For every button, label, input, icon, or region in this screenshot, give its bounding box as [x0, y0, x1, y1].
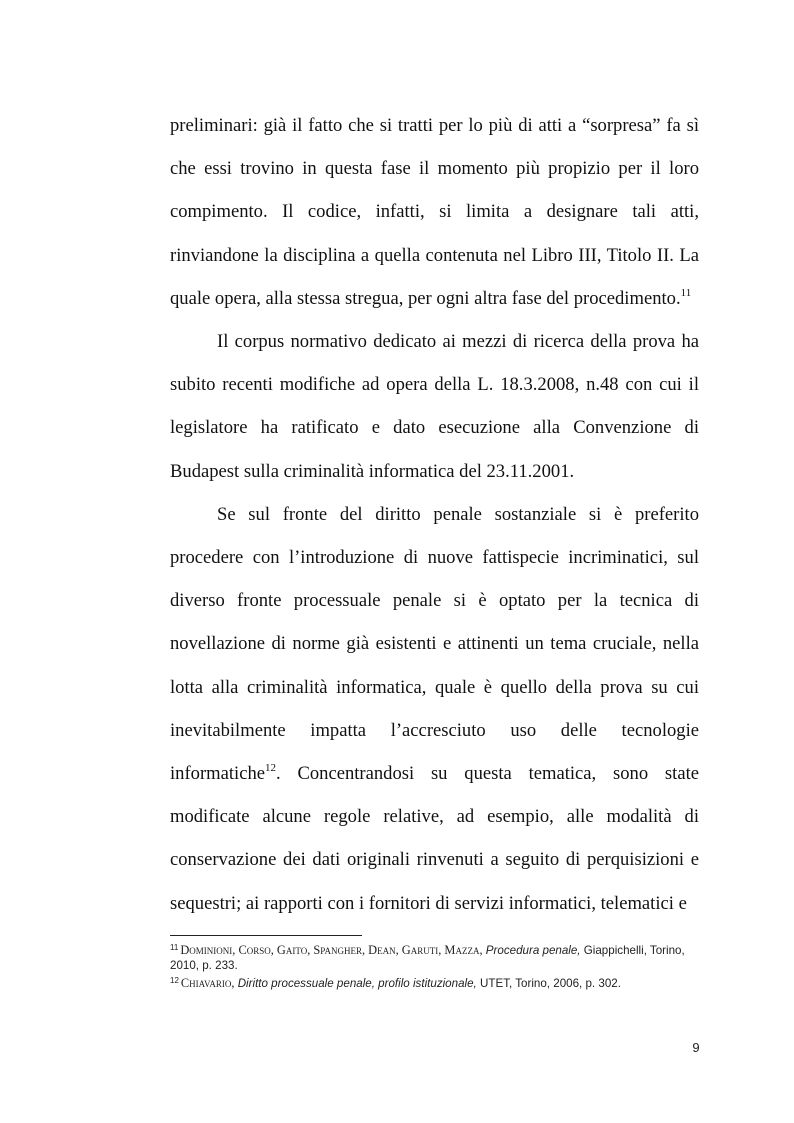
- footnote-number: 11: [170, 943, 179, 952]
- footnote-publisher: Giappichelli, Torino, 2010, p. 233.: [170, 944, 685, 972]
- footnote-separator: [170, 935, 362, 936]
- footnote-12: [170, 973, 710, 991]
- footnote-11: [170, 940, 710, 973]
- footnote-title: Diritto processuale penale, profilo istituzionale,: [237, 977, 477, 990]
- paragraph-2: [170, 320, 699, 493]
- page-number: 9: [692, 1040, 700, 1055]
- footnote-ref-11[interactable]: 11: [680, 286, 692, 299]
- footnote-authors: Chiavario,: [180, 976, 235, 990]
- footnote-authors: Dominioni, Corso, Gaito, Spangher, Dean, Garuti, Mazza,: [180, 943, 483, 957]
- footnote-number: 12: [170, 976, 179, 985]
- footnote-publisher: UTET, Torino, 2006, p. 302.: [480, 977, 621, 990]
- body-text: [170, 104, 699, 925]
- paragraph-3: [170, 493, 699, 925]
- footnotes: [170, 940, 710, 991]
- footnote-ref-12[interactable]: 12: [265, 762, 276, 775]
- paragraph-3-text-b: . Concentrandosi su questa tematica, sono state modificate alcune regole relative, ad esempio, alle modalità di conservazione dei dati originali rinvenuti a seguito di perquisizioni e sequestri; ai rapporti con i fornitori di servizi informatici, telematici e: [170, 763, 699, 914]
- paragraph-2-text: Il corpus normativo dedicato ai mezzi di ricerca della prova ha subito recenti modifiche ad opera della L. 18.3.2008, n.48 con cui il legislatore ha ratificato e dato esecuzione alla Convenzione di Budapest sulla criminalità informatica del 23.11.2001.: [170, 331, 699, 482]
- paragraph-1: [170, 104, 699, 320]
- paragraph-1-text: preliminari: già il fatto che si tratti per lo più di atti a “sorpresa” fa sì che essi trovino in questa fase il momento più propizio per il loro compimento. Il codice, infatti, si limita a designare tali atti, rinviandone la disciplina a quella contenuta nel Libro III, Titolo II. La quale opera, alla stessa stregua, per ogni altra fase del procedimento.: [170, 115, 699, 309]
- paragraph-3-text-a: Se sul fronte del diritto penale sostanziale si è preferito procedere con l’introduzione di nuove fattispecie incriminatici, sul diverso fronte processuale penale si è optato per la tecnica di novellazione di norme già esistenti e attinenti un tema cruciale, nella lotta alla criminalità informatica, quale è quello della prova su cui inevitabilmente impatta l’accresciuto uso delle tecnologie informatiche: [170, 503, 699, 785]
- footnote-title: Procedura penale,: [485, 944, 581, 957]
